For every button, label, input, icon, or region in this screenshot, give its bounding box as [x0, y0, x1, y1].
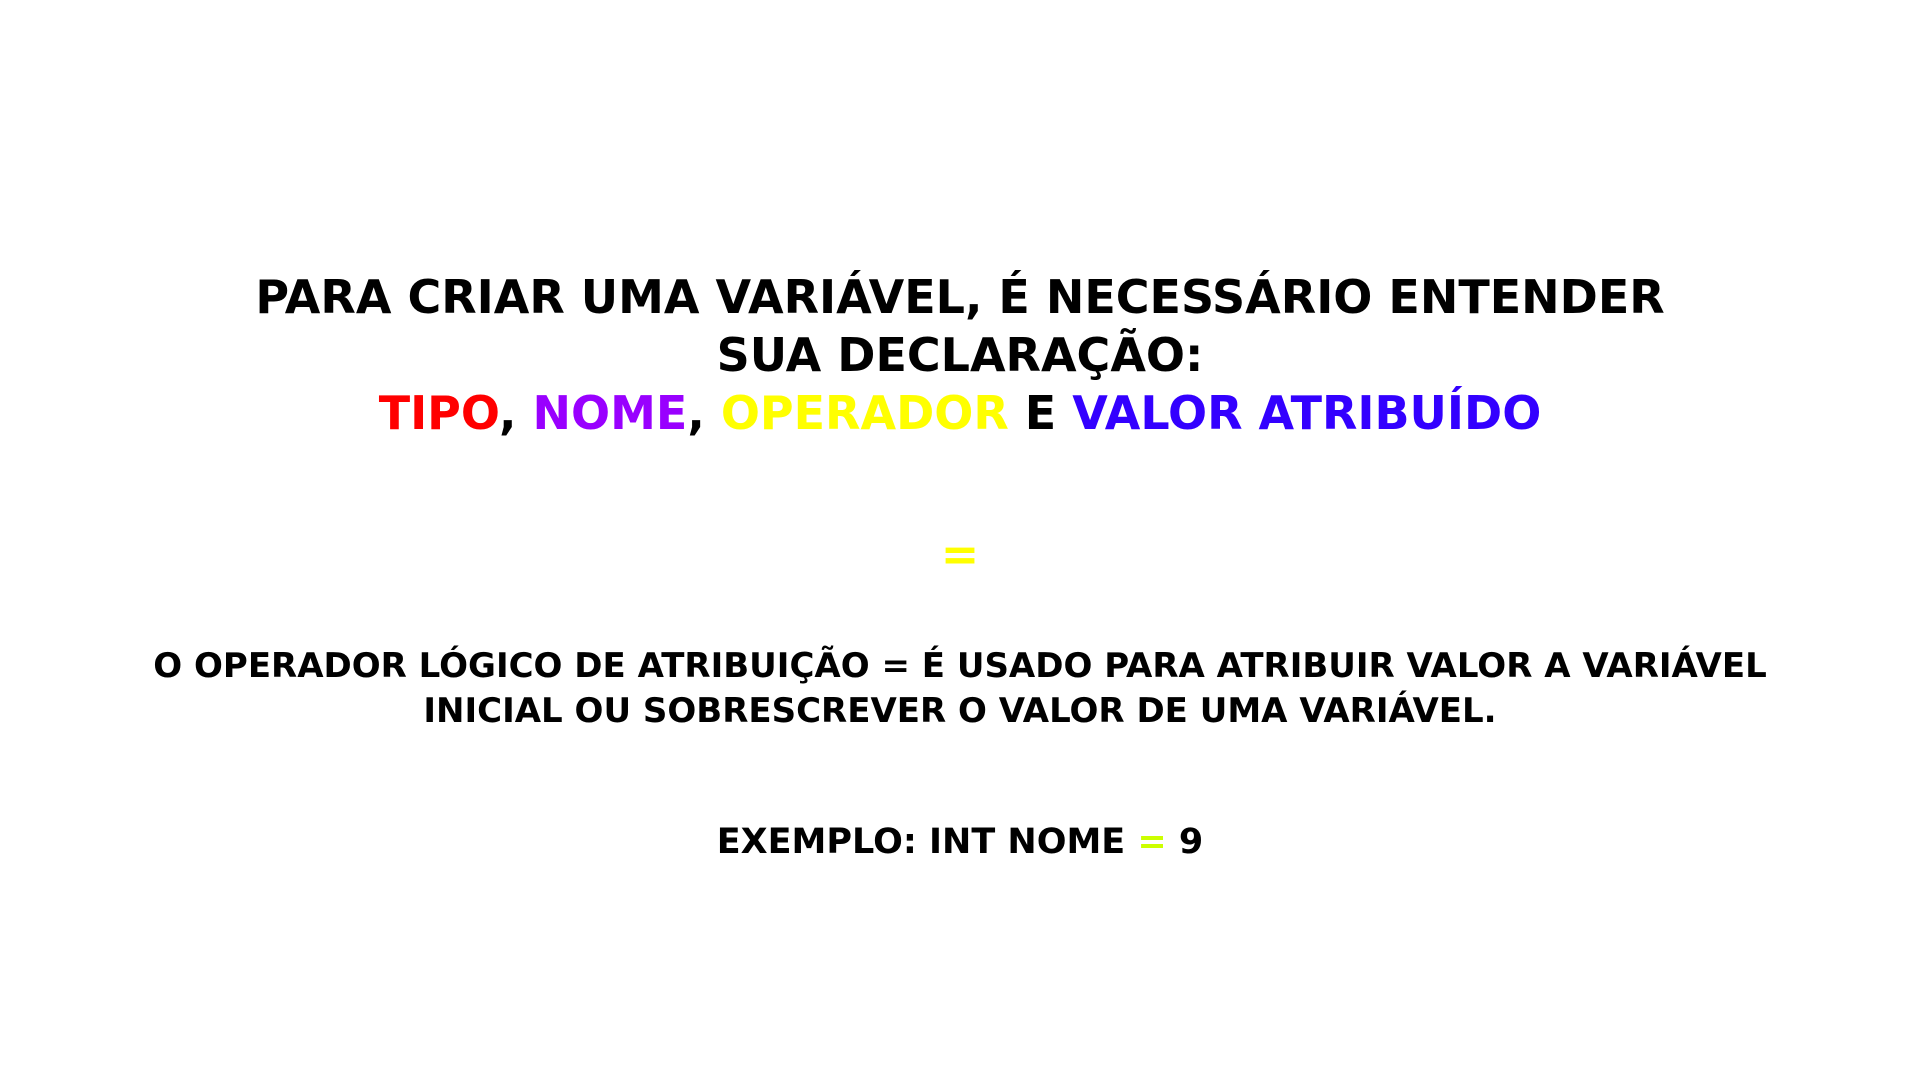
- heading-line-3: [0, 384, 1920, 442]
- example-prefix: EXEMPLO: INT NOME: [716, 822, 1138, 862]
- separator-1: ,: [499, 386, 533, 440]
- equals-symbol: =: [940, 527, 980, 581]
- description-line-1: O OPERADOR LÓGICO DE ATRIBUIÇÃO = É USADO PARA ATRIBUIR VALOR A VARIÁVEL: [153, 646, 1767, 686]
- heading-line-1: PARA CRIAR UMA VARIÁVEL, É NECESSÁRIO ENTENDER: [255, 270, 1665, 324]
- example-value: 9: [1166, 822, 1204, 862]
- conjunction: E: [1008, 386, 1073, 440]
- term-valor: VALOR ATRIBUÍDO: [1072, 386, 1542, 440]
- heading-line-2: SUA DECLARAÇÃO:: [716, 328, 1204, 382]
- term-nome: NOME: [532, 386, 688, 440]
- description: [0, 644, 1920, 734]
- example: [0, 819, 1920, 865]
- term-tipo: TIPO: [378, 386, 499, 440]
- separator-2: ,: [687, 386, 721, 440]
- term-operador: OPERADOR: [720, 386, 1009, 440]
- operator-symbol: [0, 525, 1920, 583]
- example-operator: =: [1137, 822, 1167, 862]
- description-line-2: INICIAL OU SOBRESCREVER O VALOR DE UMA VARIÁVEL.: [423, 691, 1497, 731]
- heading: [0, 268, 1920, 442]
